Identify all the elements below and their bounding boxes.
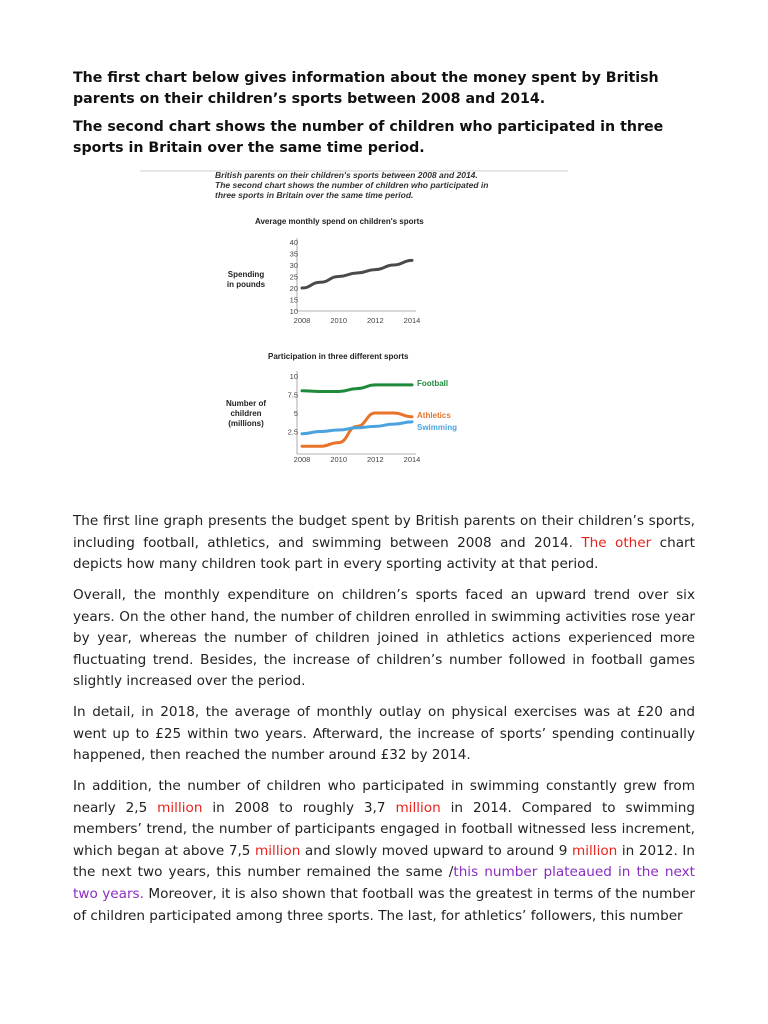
heading-first-chart: The first chart below gives information about the money spent by British parents on their children’s sports between 2008 and 2014. [73, 70, 659, 107]
legend-swimming: Swimming [417, 423, 458, 432]
chart1-xtick: 2014 [403, 316, 421, 325]
caption-line-1: British parents on their children's sports between 2008 and 2014. [215, 170, 478, 180]
paragraph-detail-spending: In detail, in 2018, the average of monthly outlay on physical exercises was at £20 and went up to £25 within two years. Afterward, the increase of sports’ spending continually happened, then reached the number around £32 by 2014. [73, 704, 695, 764]
chart1-xtick: 2010 [330, 316, 348, 325]
chart2-xtick: 2008 [293, 455, 311, 464]
chart1-ytick: 10 [289, 307, 298, 316]
legend-athletics: Athletics [417, 411, 451, 420]
p4-text-g: and slowly moved upward to around 9 [300, 842, 573, 859]
chart2-football-line [302, 385, 412, 392]
p4-text-i: in 2012. In the next two years, this number remained the same / [73, 842, 695, 881]
p4-text-a: In addition, the number of children who participated in swimming constantly grew from nearly 2,5 [73, 778, 695, 816]
chart2-title: Participation in three different sports [268, 352, 409, 361]
chart-figure [140, 168, 570, 468]
p4-correction-purple: this number plateaued in the next two years. [73, 864, 695, 902]
chart1-title: Average monthly spend on children's sports [255, 217, 424, 226]
chart1-ytick: 25 [289, 272, 298, 282]
chart1-spending-line [302, 260, 412, 288]
chart-figure-svg [140, 168, 570, 468]
chart1-ylabel-line2: in pounds [226, 280, 266, 289]
chart1-ytick: 20 [289, 284, 298, 293]
legend-football: Football [417, 379, 449, 388]
p4-text-c: in 2008 to roughly 3,7 [202, 799, 396, 816]
p4-million-1: million [157, 799, 203, 816]
chart1-ytick: 15 [289, 295, 298, 305]
caption-line-3: three sports in Britain over the same time period. [215, 190, 414, 200]
chart1-ytick: 40 [289, 238, 298, 247]
p4-million-2: million [395, 799, 441, 816]
chart1-xtick: 2012 [366, 316, 384, 325]
chart2-ylabel-line2: children [230, 409, 262, 418]
chart1-ytick: 30 [289, 261, 298, 270]
caption-line-2: The second chart shows the number of children who participated in [215, 180, 489, 190]
chart2-xtick: 2012 [366, 455, 384, 464]
paragraph-intro [73, 511, 695, 576]
chart1-ytick: 35 [289, 249, 298, 259]
chart2-athletics-line [302, 413, 412, 446]
paragraph-detail-participation [73, 776, 695, 927]
chart2-ytick: 7.5 [287, 390, 298, 400]
chart2-swimming-line [302, 422, 412, 434]
chart2-ytick: 10 [289, 372, 298, 381]
chart2-ytick: 2.5 [287, 427, 298, 437]
chart2-ylabel-line1: Number of [226, 399, 266, 408]
p1-highlight-red: The other [581, 534, 652, 551]
p1-text-c: chart depicts how many children took part in every sporting activity at that period. [73, 534, 695, 573]
chart1-xtick: 2008 [293, 316, 311, 325]
chart2-ytick: 5 [293, 409, 298, 418]
chart2-ylabel-line3: (millions) [228, 419, 264, 428]
p1-text-a: The first line graph presents the budget spent by British parents on their children’s sports, including football, athletics, and swimming between 2008 and 2014. [73, 513, 695, 551]
chart2-xtick: 2010 [330, 455, 348, 464]
chart1-ylabel-line1: Spending [227, 270, 265, 279]
heading-second-chart: The second chart shows the number of children who participated in three sports in Britain over the same time period. [73, 119, 664, 156]
chart2-xtick: 2014 [403, 455, 421, 464]
paragraph-overview: Overall, the monthly expenditure on children’s sports faced an upward trend over six years. On the other hand, the number of children enrolled in swimming activities rose year by year, whereas the number of children joined in athletics actions experienced more fluctuating trend. Besides, the increase of children’s number followed in football games slightly increased over the period. [73, 587, 695, 690]
p4-text-k: Moreover, it is also shown that football was the greatest in terms of the number of children participated among three sports. The last, for athletics’ followers, this number [73, 885, 695, 924]
p4-text-e: in 2014. Compared to swimming members’ trend, the number of participants engaged in football witnessed less increment, which began at above 7,5 [73, 799, 695, 859]
p4-million-3: million [255, 842, 301, 859]
p4-million-4: million [572, 842, 618, 859]
